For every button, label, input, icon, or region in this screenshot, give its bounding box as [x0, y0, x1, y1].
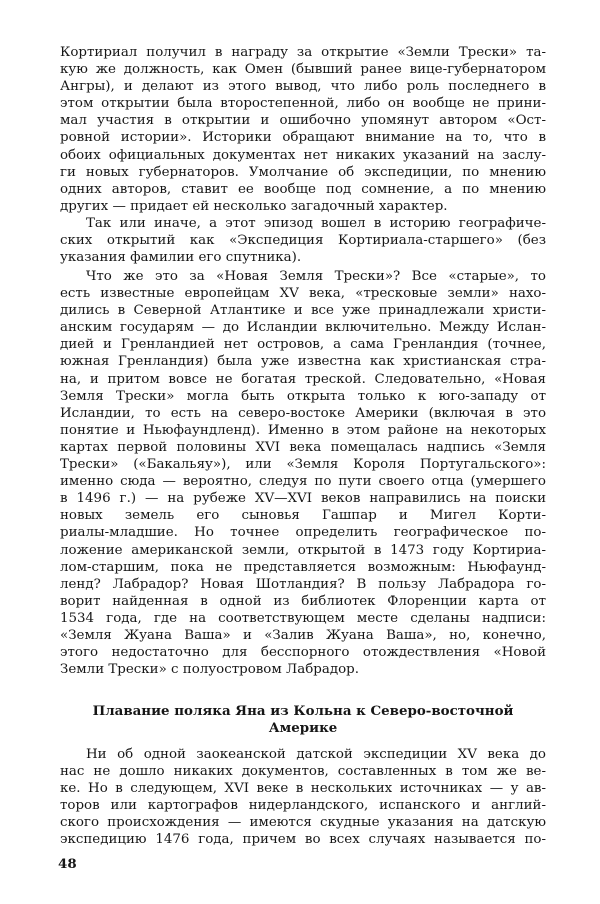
text-line: Ни об одной заокеанской датской экспедиции XV века до: [86, 747, 546, 762]
text-line: Исландии, то есть на северо-востоке Америки (включая в это: [60, 405, 546, 421]
text-line: ложение американской земли, открытой в 1473 году Кортириа-: [60, 542, 546, 558]
text-line: понятие и Ньюфаундленд). Именно в этом районе на некоторых: [60, 422, 546, 438]
text-line: кую же должность, как Омен (бывший ранее вице-губернатором: [60, 62, 546, 78]
text-line: ского происхождения — имеются скудные указания на датскую: [60, 815, 546, 831]
text-line: дились в Северной Атлантике и все уже принадлежали христи-: [60, 303, 546, 319]
text-line: Кортириал получил в награду за открытие «Земли Трески» та-: [60, 45, 546, 60]
text-line: Так или иначе, а этот эпизод вошел в историю географиче-: [86, 216, 546, 231]
text-line: других — придает ей несколько загадочный характер.: [60, 198, 448, 214]
text-line: этом открытии была второстепенной, либо он вообще не прини-: [60, 96, 546, 112]
text-line: Трески» («Бакальяу»), или «Земля Короля Португальского»:: [60, 457, 546, 473]
text-line: нас не дошло никаких документов, составленных в том же ве-: [60, 764, 546, 780]
text-line: ровной истории». Историки обращают внимание на то, что в: [60, 130, 546, 146]
section-heading: [60, 703, 546, 737]
text-line: именно сюда — вероятно, следуя по пути своего отца (умершего: [60, 474, 546, 490]
text-line: указания фамилии его спутника).: [60, 250, 302, 266]
text-line: Земли Трески» с полуостровом Лабрадор.: [60, 662, 359, 678]
text-line: анским государям — до Исландии включительно. Между Ислан-: [60, 320, 546, 336]
page-number: 48: [58, 856, 77, 872]
text-line: Что же это за «Новая Земля Трески»? Все «старые», то: [86, 269, 546, 284]
heading-line: Плавание поляка Яна из Кольна к Северо-восточной: [92, 703, 514, 719]
paragraph-2: [60, 215, 546, 266]
text-line: есть известные европейцам XV века, «тресковые земли» нахо-: [60, 286, 546, 302]
text-line: одних авторов, ставит ее вообще под сомнение, а по мнению: [60, 181, 546, 197]
text-line: новых земель его сыновья Гашпар и Мигел Корти-: [60, 508, 546, 524]
text-line: риалы-младшие. Но точнее определить географическое по-: [60, 525, 546, 541]
paragraph-3: [60, 268, 546, 678]
text-line: мал участия в открытии и ошибочно упомянут автором «Ост-: [60, 113, 546, 129]
text-line: этого недостаточно для бесспорного отождествления «Новой: [60, 645, 546, 661]
text-line: картах первой половины XVI века помещалась надпись «Земля: [60, 439, 546, 455]
heading-line: Америке: [268, 720, 338, 736]
text-line: южная Гренландия) была уже известна как христианская стра-: [60, 354, 546, 370]
text-line: Земля Трески» могла быть открыта только к юго-западу от: [60, 388, 546, 404]
text-line: ских открытий как «Экспедиция Кортириала-старшего» (без: [60, 233, 546, 249]
text-line: в 1496 г.) — на рубеже XV—XVI веков направились на поиски: [60, 491, 546, 507]
text-line: ги новых губернаторов. Умолчание об экспедиции, по мнению: [60, 164, 546, 180]
paragraph-4: [60, 746, 546, 849]
paragraph-1: [60, 44, 546, 215]
text-line: «Земля Жуана Ваша» и «Залив Жуана Ваша», но, конечно,: [60, 627, 546, 643]
text-line: на, и притом вовсе не богатая треской. Следовательно, «Новая: [60, 371, 546, 387]
text-line: экспедицию 1476 года, причем во всех случаях называется по-: [60, 832, 546, 848]
text-line: торов или картографов нидерландского, испанского и англий-: [60, 798, 546, 814]
text-line: дией и Гренландией нет островов, а сама Гренландия (точнее,: [60, 337, 546, 353]
text-line: 1534 года, где на соответствующем месте сделаны надписи:: [60, 610, 546, 626]
text-line: ленд? Лабрадор? Новая Шотландия? В пользу Лабрадора го-: [60, 576, 546, 592]
text-line: ке. Но в следующем, XVI веке в нескольких источниках — у ав-: [60, 781, 546, 797]
text-line: Ангры), и делают из этого вывод, что либо роль последнего в: [60, 79, 546, 95]
text-line: ворит найденная в одной из библиотек Флоренции карта от: [60, 593, 546, 609]
text-line: лом-старшим, пока не представляется возможным: Ньюфаунд-: [60, 559, 546, 575]
text-line: обоих официальных документах нет никаких указаний на заслу-: [60, 147, 546, 163]
